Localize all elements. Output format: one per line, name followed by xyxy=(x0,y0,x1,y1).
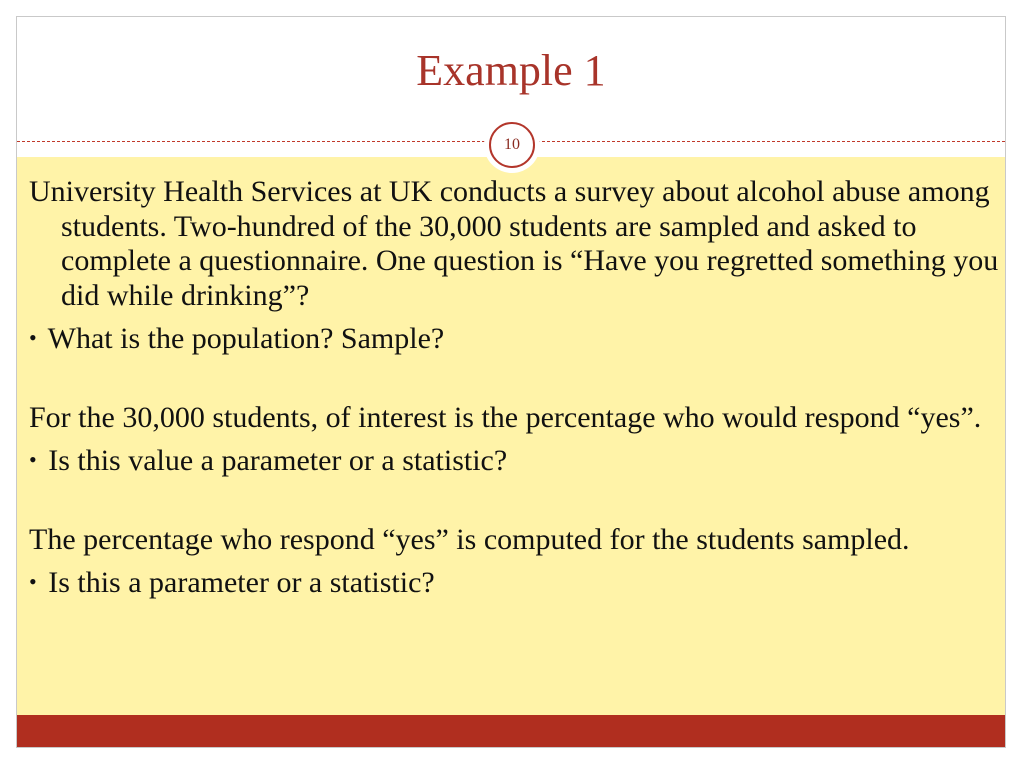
page-number-badge xyxy=(484,117,540,173)
bullet-symbol: • xyxy=(29,325,37,350)
bullet-parameter-question-1 xyxy=(29,443,999,479)
slide-title: Example 1 xyxy=(416,46,606,95)
paragraph-survey-description: University Health Services at UK conducts a survey about alcohol abuse among students. Two-hundred of the 30,000 students are sampled and asked to complete a questionnaire. One question is “Have you regretted something you did while drinking”? xyxy=(29,175,999,312)
slide-body xyxy=(29,175,999,601)
bullet-population-question xyxy=(29,321,999,357)
bullet-symbol: • xyxy=(29,447,37,472)
paragraph-percentage-interest: For the 30,000 students, of interest is the percentage who would respond “yes”. xyxy=(29,400,982,434)
footer-bar xyxy=(17,715,1005,748)
bullet-text: What is the population? Sample? xyxy=(47,322,445,355)
bullet-parameter-question-2 xyxy=(29,565,999,601)
bullet-symbol: • xyxy=(29,569,37,594)
bullet-text: Is this a parameter or a statistic? xyxy=(48,566,435,599)
paragraph-sample-percentage: The percentage who respond “yes” is computed for the students sampled. xyxy=(29,522,910,556)
slide xyxy=(16,16,1006,748)
bullet-text: Is this value a parameter or a statistic? xyxy=(48,444,508,477)
page-number: 10 xyxy=(489,122,535,168)
